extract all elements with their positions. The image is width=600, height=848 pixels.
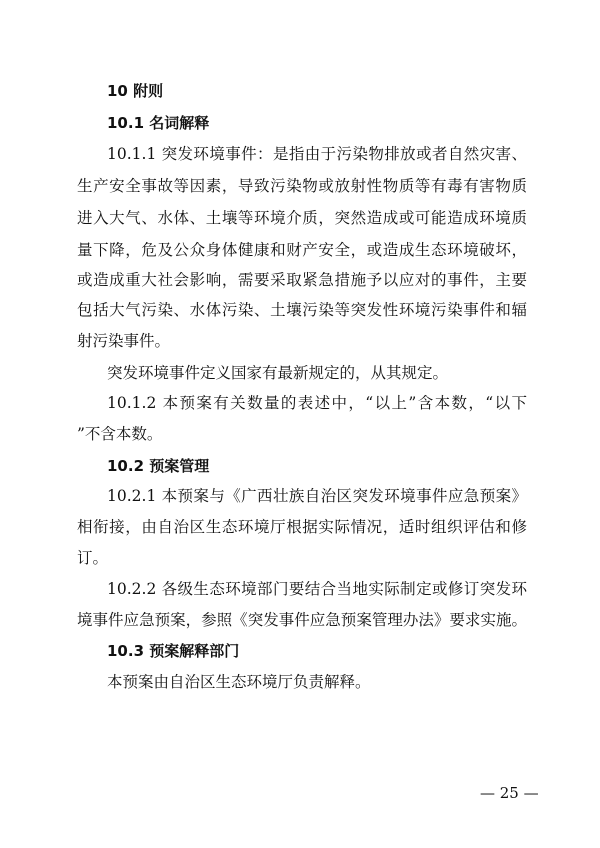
paragraph-10-1-1-line: 包括大气污染、水体污染、土壤污染等突发性环境污染事件和辐: [77, 301, 527, 319]
paragraph-10-2-1-line: 相衔接，由自治区生态环境厅根据实际情况，适时组织评估和修: [77, 518, 527, 536]
heading-10-1: 10.1 名词解释: [107, 114, 210, 132]
paragraph-10-1-1-line: 量下降，危及公众身体健康和财产安全，或造成生态环境破坏，: [77, 241, 527, 259]
paragraph-10-1-1-line: 进入大气、水体、土壤等环境介质，突然造成或可能造成环境质: [77, 209, 527, 227]
heading-10-3: 10.3 预案解释部门: [107, 642, 240, 660]
paragraph-10-2-2-line: 境事件应急预案，参照《突发事件应急预案管理办法》要求实施。: [77, 611, 527, 629]
paragraph-definition: 突发环境事件定义国家有最新规定的，从其规定。: [107, 364, 449, 382]
paragraph-10-2-1-line: 10.2.1 本预案与《广西壮族自治区突发环境事件应急预案》: [107, 487, 527, 505]
paragraph-10-1-1-line: 或造成重大社会影响，需要采取紧急措施予以应对的事件，主要: [77, 271, 527, 289]
paragraph-10-1-1-line: 射污染事件。: [77, 332, 171, 350]
heading-10: 10 附则: [107, 82, 164, 100]
paragraph-10-3: 本预案由自治区生态环境厅负责解释。: [107, 673, 371, 691]
paragraph-10-2-2-line: 10.2.2 各级生态环境部门要结合当地实际制定或修订突发环: [107, 580, 527, 598]
heading-10-2: 10.2 预案管理: [107, 457, 210, 475]
paragraph-10-1-1-line: 10.1.1 突发环境事件：是指由于污染物排放或者自然灾害、: [107, 145, 527, 163]
paragraph-10-1-1-line: 生产安全事故等因素，导致污染物或放射性物质等有毒有害物质: [77, 177, 527, 195]
page-number: — 25 —: [480, 784, 539, 802]
paragraph-10-1-2-line: ”不含本数。: [77, 425, 163, 443]
paragraph-10-1-2-line: 10.1.2 本预案有关数量的表述中，“以上”含本数，“以下: [107, 394, 527, 412]
paragraph-10-2-1-line: 订。: [77, 549, 109, 567]
